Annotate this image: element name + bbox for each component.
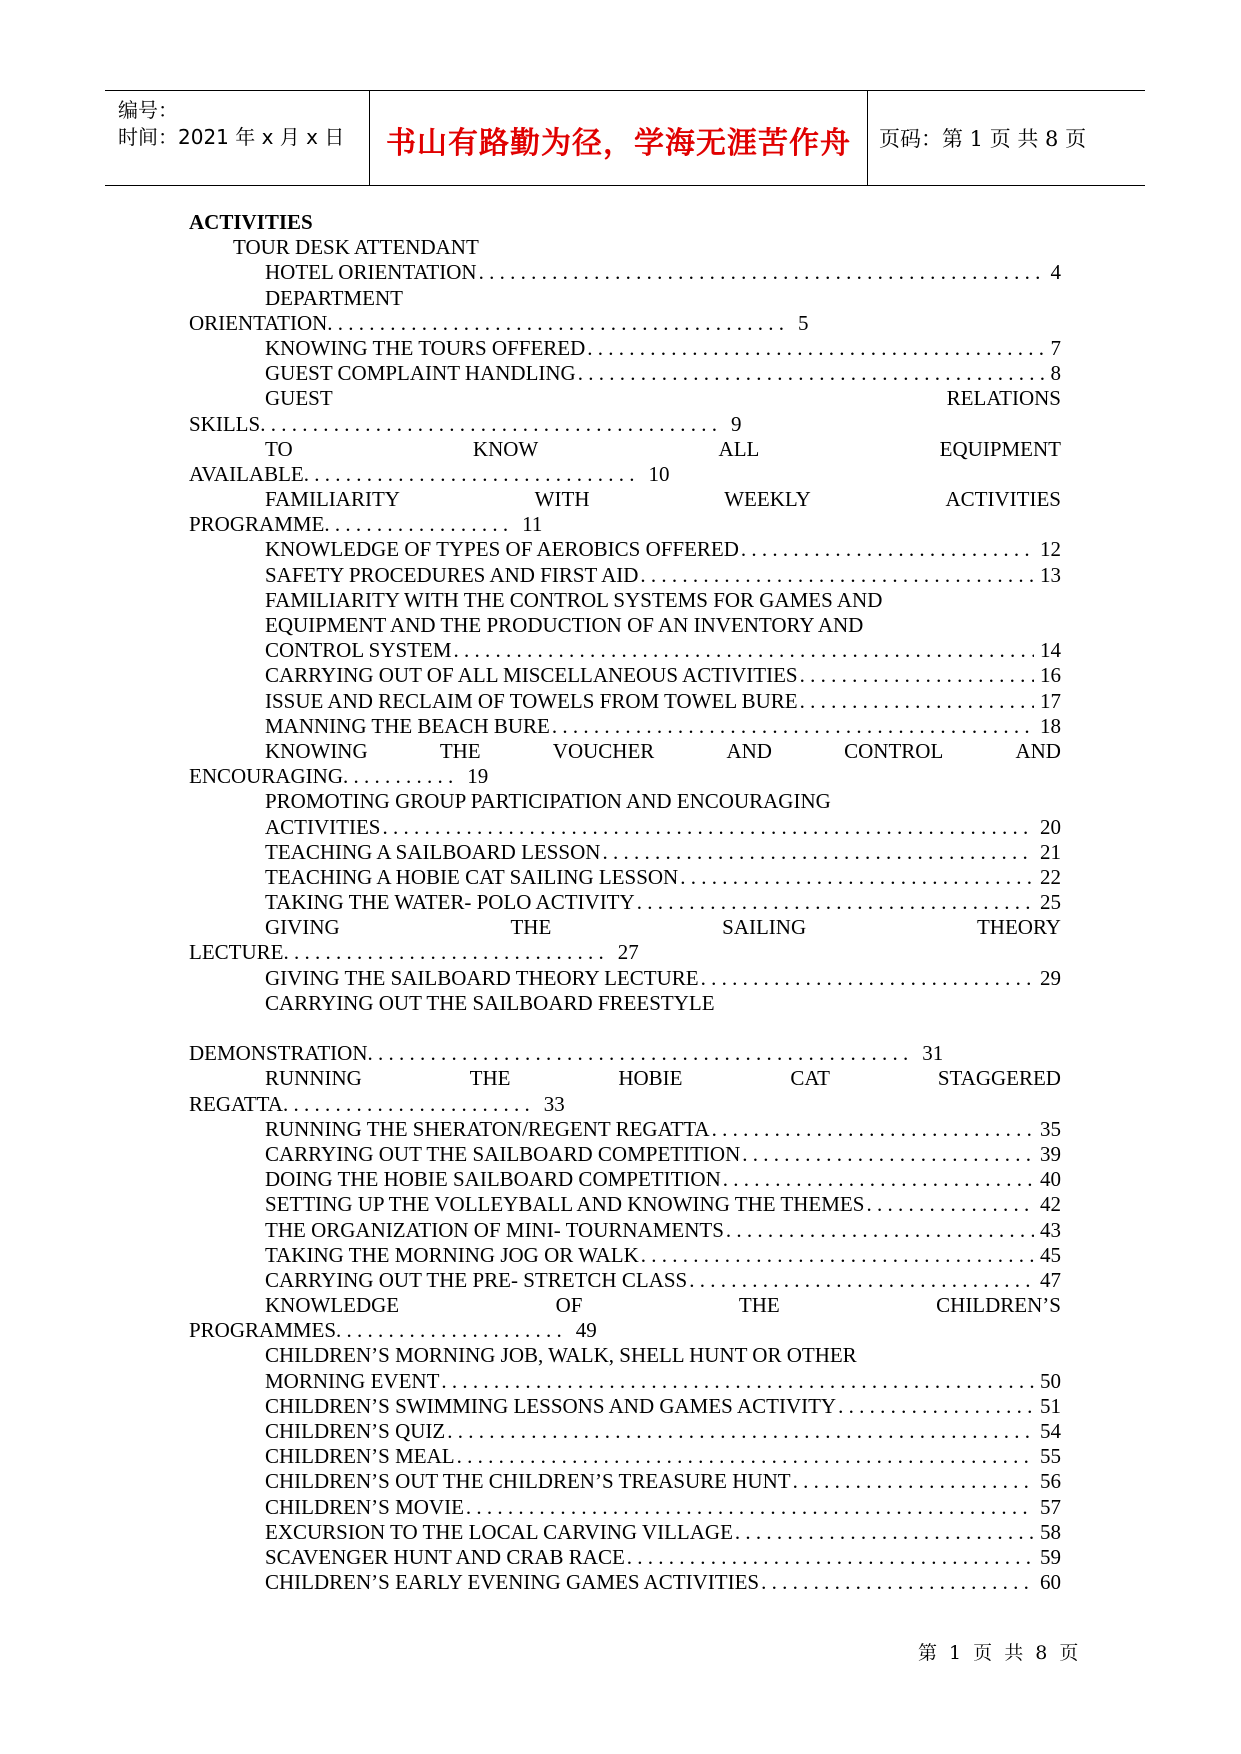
toc-entry-title-line <box>189 1066 1061 1091</box>
toc-entry-title: MANNING THE BEACH BURE <box>265 713 550 738</box>
toc-entry-page: 4 <box>1050 260 1061 285</box>
toc-entry-title: CHILDREN’S SWIMMING LESSONS AND GAMES ACTIVITY <box>265 1393 837 1418</box>
toc-entry-title: MORNING EVENT <box>265 1368 440 1393</box>
toc-entry-word: THE <box>510 915 552 940</box>
header-motto-cell <box>369 91 868 185</box>
toc-entry-page: 39 <box>1040 1141 1061 1166</box>
toc-entry-word: KNOW <box>472 436 539 461</box>
toc-entry-page: 40 <box>1040 1167 1061 1192</box>
toc-entry-title-line: CHILDREN’S MORNING JOB, WALK, SHELL HUNT OR OTHER <box>265 1343 857 1368</box>
toc-entry <box>189 1469 1061 1494</box>
toc-entry-title: HOTEL ORIENTATION <box>265 260 477 285</box>
toc-entry-word: AND <box>1015 738 1061 763</box>
dot-leader <box>479 260 1045 285</box>
toc-entry-continuation <box>189 311 1061 336</box>
dot-leader <box>602 840 1034 865</box>
toc-entry-page: 7 <box>1050 335 1061 360</box>
toc-entries <box>189 260 1061 1595</box>
dot-leader <box>838 1394 1034 1419</box>
toc-entry-page: 9 <box>730 411 742 436</box>
toc-entry-page: 5 <box>798 310 809 335</box>
toc-entry-word: RELATIONS <box>946 386 1061 411</box>
toc-entry-word: HOBIE <box>618 1066 683 1091</box>
toc-entry-page: 13 <box>1040 562 1061 587</box>
toc-entry-page: 22 <box>1040 864 1061 889</box>
dot-leader <box>866 1192 1034 1217</box>
toc-entry-page: 20 <box>1040 814 1061 839</box>
dot-leader: . . . . . . . . . . . . . . . . . . . . . . . . . . . . . . . . . . . . . . . . . . . . <box>327 310 785 335</box>
toc-entry-title: LECTURE <box>189 940 284 965</box>
toc-entry-title: CHILDREN’S MOVIE <box>265 1494 464 1519</box>
dot-leader: . . . . . . . . . . . . . . . . . . . . . . . . . . . . . . . . . . . . . . . . . . . . <box>260 411 717 436</box>
toc-entry-word: DEPARTMENT <box>265 285 403 310</box>
toc-entry-page: 19 <box>467 764 489 789</box>
toc-entry-page: 60 <box>1040 1570 1061 1595</box>
dot-leader <box>466 1495 1034 1520</box>
toc-entry-word: KNOWING <box>265 738 368 763</box>
dot-leader <box>723 1167 1034 1192</box>
toc-entry-title: ISSUE AND RECLAIM OF TOWELS FROM TOWEL BURE <box>265 688 798 713</box>
toc-entry-word: GIVING <box>265 915 340 940</box>
toc-entry-title: DOING THE HOBIE SAILBOARD COMPETITION <box>265 1167 721 1192</box>
toc-entry <box>189 966 1061 991</box>
header-meta-cell <box>105 91 369 185</box>
toc-entry-page: 8 <box>1050 361 1061 386</box>
dot-leader: . . . . . . . . . . . <box>343 764 454 789</box>
toc-entry <box>189 815 1061 840</box>
toc-entry <box>189 1495 1061 1520</box>
toc-entry-word: AND <box>726 738 772 763</box>
toc-entry-word: ALL <box>718 436 760 461</box>
toc-entry-title-line <box>189 437 1061 462</box>
toc-entry <box>189 1167 1061 1192</box>
dot-leader <box>641 1243 1034 1268</box>
toc-entry <box>189 890 1061 915</box>
toc-entry-page: 10 <box>648 461 670 486</box>
toc-entry-word: THE <box>738 1293 780 1318</box>
toc-entry-title: CARRYING OUT THE SAILBOARD COMPETITION <box>265 1141 741 1166</box>
dot-leader <box>701 966 1034 991</box>
toc-entry-page: 31 <box>922 1041 944 1066</box>
toc-entry-continuation <box>189 1092 1061 1117</box>
toc-entry <box>189 1394 1061 1419</box>
toc-entry-word: VOUCHER <box>552 738 655 763</box>
toc-entry <box>189 865 1061 890</box>
toc-entry-word: WEEKLY <box>724 487 811 512</box>
dot-leader: . . . . . . . . . . . . . . . . . . . . . . . . <box>282 1091 530 1116</box>
toc-entry <box>189 260 1061 285</box>
dot-leader <box>741 537 1034 562</box>
toc-entry-page: 17 <box>1040 688 1061 713</box>
toc-entry <box>189 840 1061 865</box>
dot-leader <box>627 1545 1034 1570</box>
toc-entry-word: EQUIPMENT <box>939 436 1061 461</box>
toc-entry-title: SKILLS <box>189 411 261 436</box>
dot-leader <box>735 1520 1034 1545</box>
document-header <box>105 90 1145 186</box>
toc-entry-title: CONTROL SYSTEM <box>265 638 452 663</box>
dot-leader <box>457 1444 1034 1469</box>
toc-entry-page: 35 <box>1040 1116 1061 1141</box>
toc-entry-continuation <box>189 462 1061 487</box>
toc-entry <box>189 1369 1061 1394</box>
toc-entry-title: KNOWING THE TOURS OFFERED <box>265 335 586 360</box>
toc-entry-page: 16 <box>1040 663 1061 688</box>
toc-entry-word: THE <box>469 1066 511 1091</box>
toc-entry-page: 42 <box>1040 1192 1061 1217</box>
toc-entry-page: 12 <box>1040 537 1061 562</box>
dot-leader <box>761 1570 1034 1595</box>
toc-entry-title: SCAVENGER HUNT AND CRAB RACE <box>265 1544 625 1569</box>
toc-entry-page: 47 <box>1040 1267 1061 1292</box>
toc-entry <box>189 537 1061 562</box>
toc-entry-title: CARRYING OUT THE PRE- STRETCH CLASS <box>265 1267 688 1292</box>
page-info: 页码：第 1 页 共 8 页 <box>879 127 1087 151</box>
toc-entry-word: ACTIVITIES <box>945 487 1061 512</box>
toc-entry <box>189 714 1061 739</box>
dot-leader <box>800 663 1034 688</box>
toc-entry-title-line <box>189 1293 1061 1318</box>
toc-entry-title: EXCURSION TO THE LOCAL CARVING VILLAGE <box>265 1519 733 1544</box>
toc-entry-title: TAKING THE MORNING JOG OR WALK <box>265 1242 639 1267</box>
toc-entry-word: WITH <box>534 487 590 512</box>
toc-entry-page: 49 <box>575 1318 597 1343</box>
toc-entry-word: KNOWLEDGE <box>265 1293 400 1318</box>
dot-leader <box>793 1469 1034 1494</box>
toc-entry-word: CONTROL <box>844 738 944 763</box>
toc-entry-word: STAGGERED <box>937 1066 1061 1091</box>
toc-entry-word: SAILING <box>722 915 807 940</box>
toc-entry-page: 33 <box>543 1091 565 1116</box>
toc-entry-title-line <box>189 915 1061 940</box>
toc-entry-title: TEACHING A HOBIE CAT SAILING LESSON <box>265 864 679 889</box>
page-footer: 第 1 页 共 8 页 <box>918 1642 1079 1664</box>
toc-entry-page: 59 <box>1040 1544 1061 1569</box>
toc-entry <box>189 1419 1061 1444</box>
toc-entry-title: REGATTA <box>189 1091 283 1116</box>
toc-entry-page: 14 <box>1040 638 1061 663</box>
toc-entry-page: 58 <box>1040 1519 1061 1544</box>
toc-entry-title: TAKING THE WATER- POLO ACTIVITY <box>265 890 635 915</box>
header-page-cell <box>867 91 1145 185</box>
toc-entry-page: 50 <box>1040 1368 1061 1393</box>
toc-entry-title-line: EQUIPMENT AND THE PRODUCTION OF AN INVENTORY AND <box>265 613 864 637</box>
toc-entry-page: 51 <box>1040 1393 1061 1418</box>
dot-leader <box>637 890 1034 915</box>
time-label: 时间：2021 年 x 月 x 日 <box>118 125 345 149</box>
toc-entry <box>189 1218 1061 1243</box>
toc-entry-page: 25 <box>1040 890 1061 915</box>
toc-entry-continuation <box>189 940 1061 965</box>
toc-entry <box>189 1268 1061 1293</box>
dot-leader <box>447 1419 1034 1444</box>
serial-number-label: 编号： <box>118 98 178 122</box>
toc-entry <box>189 1243 1061 1268</box>
toc-entry-title: GUEST COMPLAINT HANDLING <box>265 361 576 386</box>
toc-entry <box>189 361 1061 386</box>
toc-entry-title: ORIENTATION <box>189 310 328 335</box>
dot-leader: . . . . . . . . . . . . . . . . . . . . . . . . . . . . . . . . . . . . . . . . . . . . . . . . . . . . <box>367 1041 909 1066</box>
toc-entry-title-line <box>189 739 1061 764</box>
toc-entry-page: 11 <box>522 512 543 537</box>
toc-entry-title: KNOWLEDGE OF TYPES OF AEROBICS OFFERED <box>265 537 739 562</box>
toc-entry <box>189 336 1061 361</box>
toc-entry-continuation <box>189 412 1061 437</box>
toc-entry-title: ENCOURAGING <box>189 764 343 789</box>
toc-entry-title: ACTIVITIES <box>265 814 381 839</box>
toc-entry-word: CAT <box>790 1066 830 1091</box>
toc-entry <box>189 638 1061 663</box>
dot-leader <box>689 1268 1034 1293</box>
dot-leader: . . . . . . . . . . . . . . . . . . . . . . . . . . . . . . . <box>283 940 604 965</box>
toc-entry-continuation <box>189 1318 1061 1343</box>
toc-entry-title-line <box>189 386 1061 411</box>
dot-leader <box>726 1218 1034 1243</box>
toc-entry <box>189 689 1061 714</box>
toc-entry-page: 21 <box>1040 839 1061 864</box>
dot-leader <box>640 563 1034 588</box>
toc-entry <box>189 563 1061 588</box>
dot-leader: . . . . . . . . . . . . . . . . . . . . . . <box>336 1318 562 1343</box>
dot-leader: . . . . . . . . . . . . . . . . . . . . . . . . . . . . . . . . <box>303 461 635 486</box>
toc-heading: ACTIVITIES <box>189 210 313 234</box>
toc-entry-page: 57 <box>1040 1494 1061 1519</box>
dot-leader <box>454 638 1035 663</box>
toc-entry-title: PROGRAMME <box>189 512 325 537</box>
dot-leader: . . . . . . . . . . . . . . . . . . <box>324 512 509 537</box>
toc-entry-word: OF <box>555 1293 583 1318</box>
dot-leader <box>441 1369 1034 1394</box>
dot-leader <box>552 714 1034 739</box>
toc-entry-title-line: CARRYING OUT THE SAILBOARD FREESTYLE <box>265 990 715 1015</box>
toc-entry-page: 45 <box>1040 1242 1061 1267</box>
toc-entry-page: 43 <box>1040 1217 1061 1242</box>
toc-entry <box>189 1545 1061 1570</box>
toc-entry-title: CHILDREN’S EARLY EVENING GAMES ACTIVITIES <box>265 1570 760 1595</box>
dot-leader <box>382 815 1034 840</box>
toc-entry <box>189 663 1061 688</box>
toc-entry-title: CARRYING OUT OF ALL MISCELLANEOUS ACTIVITIES <box>265 663 798 688</box>
dot-leader <box>680 865 1034 890</box>
dot-leader <box>742 1142 1034 1167</box>
toc-entry-title: RUNNING THE SHERATON/REGENT REGATTA <box>265 1116 710 1141</box>
toc-entry-title-line <box>189 487 1061 512</box>
blank-line <box>189 1016 1061 1041</box>
toc-entry-page: 27 <box>617 940 639 965</box>
toc-entry-page: 56 <box>1040 1469 1061 1494</box>
toc-entry <box>189 1117 1061 1142</box>
toc-entry-title: AVAILABLE <box>189 461 304 486</box>
toc-entry-title: SAFETY PROCEDURES AND FIRST AID <box>265 562 639 587</box>
toc-entry-title: CHILDREN’S MEAL <box>265 1444 455 1469</box>
toc-entry-continuation <box>189 512 1061 537</box>
toc-entry-title-line: PROMOTING GROUP PARTICIPATION AND ENCOURAGING <box>265 789 831 814</box>
toc-entry-word: GUEST <box>265 386 333 411</box>
toc-entry-title: SETTING UP THE VOLLEYBALL AND KNOWING THE THEMES <box>265 1192 865 1217</box>
dot-leader <box>712 1117 1034 1142</box>
toc-entry-title: PROGRAMMES <box>189 1318 337 1343</box>
toc-entry-word: THEORY <box>976 915 1061 940</box>
toc-entry-title: TEACHING A SAILBOARD LESSON <box>265 839 601 864</box>
toc-entry-page: 18 <box>1040 713 1061 738</box>
dot-leader <box>800 689 1034 714</box>
toc-entry-continuation <box>189 1041 1061 1066</box>
toc-entry-word: FAMILIARITY <box>265 487 400 512</box>
motto-text: 书山有路勤为径，学海无涯苦作舟 <box>386 126 851 161</box>
toc-entry-page: 54 <box>1040 1419 1061 1443</box>
toc-entry-title: CHILDREN’S OUT THE CHILDREN’S TREASURE HUNT <box>265 1469 791 1494</box>
toc-entry-page: 29 <box>1040 965 1061 990</box>
toc-entry-title-line <box>189 286 1061 311</box>
toc-entry-continuation <box>189 764 1061 789</box>
toc-entry <box>189 1142 1061 1167</box>
toc-entry-title: GIVING THE SAILBOARD THEORY LECTURE <box>265 965 699 990</box>
toc-entry-title: THE ORGANIZATION OF MINI- TOURNAMENTS <box>265 1217 724 1242</box>
toc-entry-title: DEMONSTRATION <box>189 1041 368 1066</box>
toc-entry-word: TO <box>265 436 293 461</box>
toc-entry-word: CHILDREN’S <box>936 1293 1061 1318</box>
toc-entry-page: 55 <box>1040 1444 1061 1469</box>
toc-entry-title: CHILDREN’S QUIZ <box>265 1419 446 1443</box>
dot-leader <box>587 336 1044 361</box>
table-of-contents <box>189 210 1061 1595</box>
toc-entry-title-line: FAMILIARITY WITH THE CONTROL SYSTEMS FOR GAMES AND <box>265 587 883 612</box>
toc-entry-word: THE <box>439 738 481 763</box>
toc-entry <box>189 1444 1061 1469</box>
toc-entry <box>189 1520 1061 1545</box>
toc-entry-word: RUNNING <box>265 1066 362 1091</box>
toc-entry <box>189 1570 1061 1595</box>
toc-subheading: TOUR DESK ATTENDANT <box>233 235 479 260</box>
toc-entry <box>189 1192 1061 1217</box>
dot-leader <box>578 361 1045 386</box>
